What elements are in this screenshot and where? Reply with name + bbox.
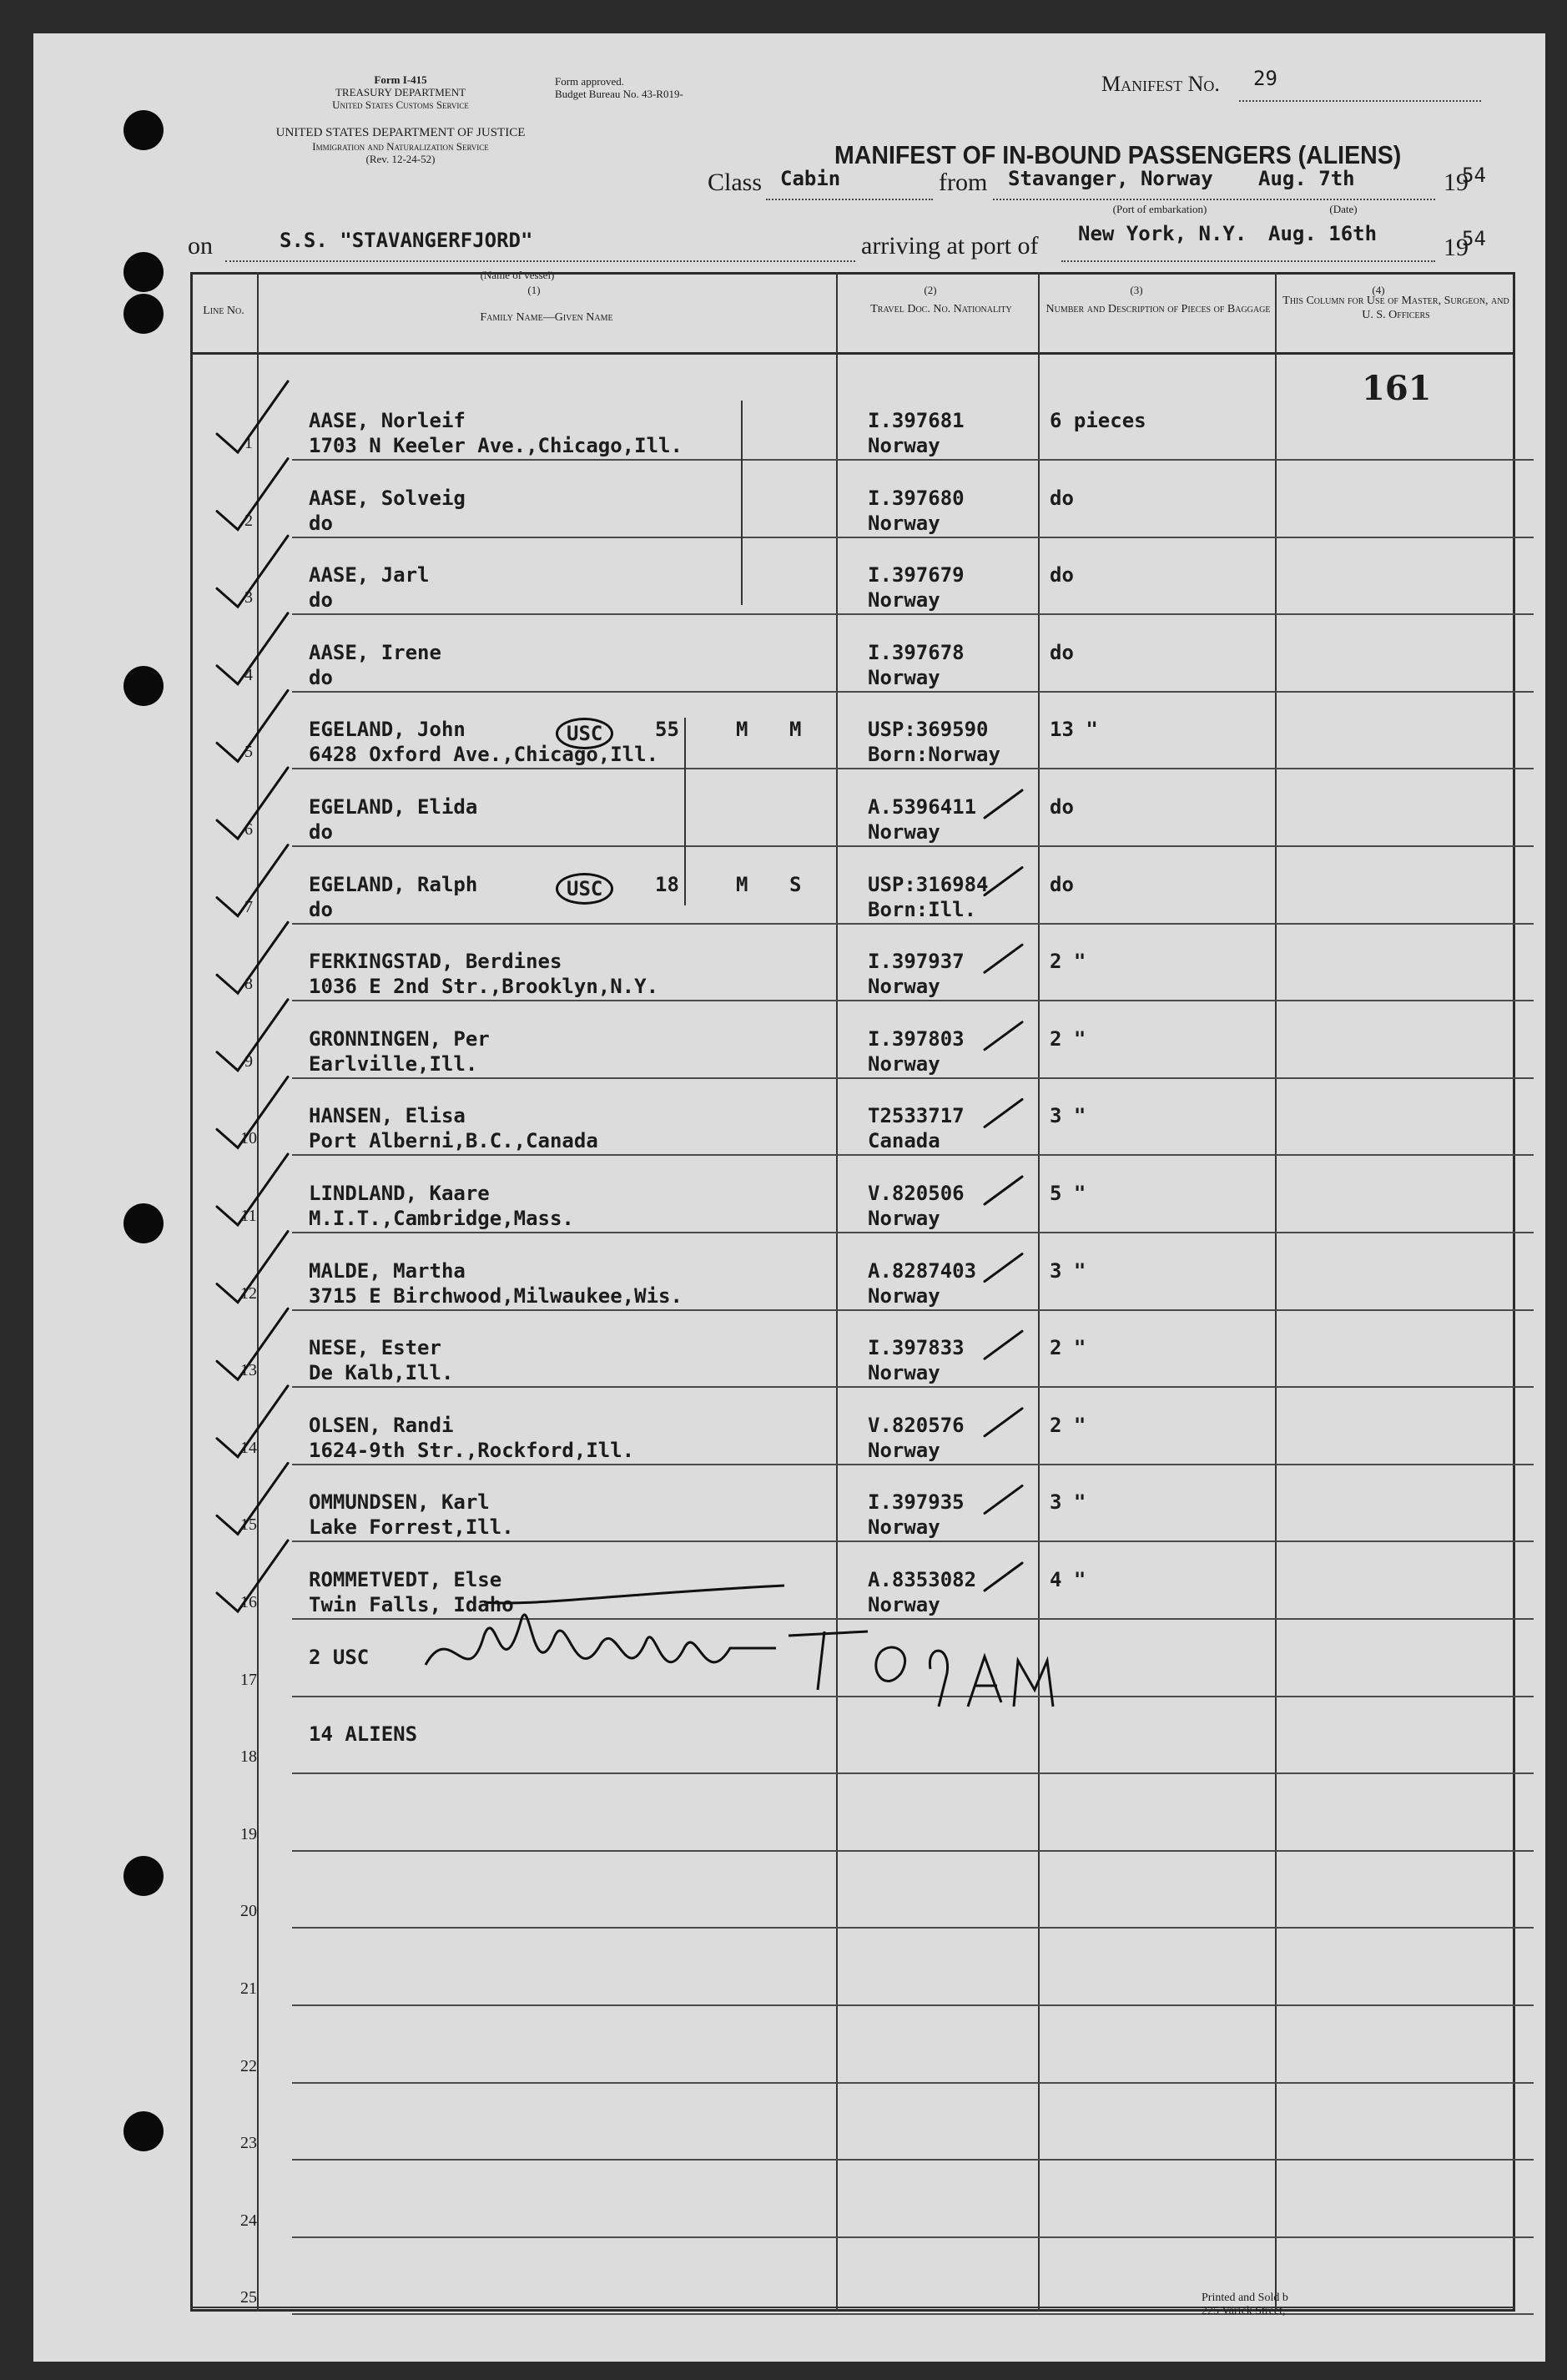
marital-status: M — [789, 718, 802, 742]
baggage: do — [1050, 563, 1074, 587]
passenger-name: MALDE, Martha — [309, 1258, 466, 1283]
line-number: 9 — [244, 1051, 253, 1071]
vessel-line — [225, 260, 855, 262]
line-number: 15 — [240, 1515, 257, 1535]
row-rule — [292, 1696, 1534, 1697]
col3-no: (3) — [1130, 284, 1143, 296]
passenger-name: EGELAND, John — [309, 718, 466, 742]
travel-doc-number: V.820576 — [868, 1413, 965, 1437]
passenger-address: Lake Forrest,Ill. — [309, 1515, 514, 1540]
baggage: 3 " — [1050, 1490, 1086, 1515]
manifest-no-label: Manifest No. — [1101, 72, 1220, 96]
nationality: Norway — [868, 588, 940, 613]
travel-doc-number: USP:369590 — [868, 718, 989, 742]
port-embark-label: (Port of embarkation) — [1112, 203, 1207, 215]
class-line — [766, 199, 933, 200]
sex: M — [736, 872, 748, 896]
row-rule — [292, 2004, 1534, 2006]
form-revision: (Rev. 12-24-52) — [365, 153, 436, 165]
nationality: Canada — [868, 1129, 940, 1153]
binder-hole — [123, 252, 164, 292]
nationality: Norway — [868, 1283, 940, 1308]
row-rule — [292, 845, 1534, 847]
baggage: do — [1050, 795, 1074, 819]
passenger-name: LINDLAND, Kaare — [309, 1182, 490, 1205]
row-rule — [292, 1386, 1534, 1388]
treasury-dept: TREASURY DEPARTMENT — [335, 86, 466, 98]
nationality: Norway — [868, 820, 940, 844]
travel-doc-number: A.8287403 — [868, 1258, 977, 1283]
row-rule — [292, 1232, 1534, 1233]
family-bracket — [741, 401, 743, 605]
row-rule — [292, 768, 1534, 769]
header-line-no: Line No. — [203, 305, 244, 317]
usc-citizen-marker: USC — [556, 873, 613, 905]
nationality: Norway — [868, 975, 940, 999]
passenger-address: do — [309, 588, 333, 613]
year-suffix-1: 54 — [1462, 164, 1486, 187]
on-label: on — [188, 232, 213, 260]
baggage: 4 " — [1050, 1568, 1086, 1591]
row-rule — [292, 537, 1534, 538]
customs-service: United States Customs Service — [332, 98, 469, 111]
arrival-date: Aug. 16th — [1268, 222, 1378, 245]
passenger-name: OMMUNDSEN, Karl — [309, 1490, 490, 1515]
line-number: 16 — [240, 1593, 257, 1611]
line-number: 18 — [240, 1747, 257, 1767]
baggage: 2 " — [1050, 1413, 1086, 1437]
line-number: 1 — [244, 434, 253, 452]
line-number: 2 — [244, 511, 253, 530]
row-rule — [292, 1000, 1534, 1001]
line-number: 24 — [240, 2211, 257, 2230]
from-line — [993, 199, 1435, 200]
passenger-address: 3715 E Birchwood,Milwaukee,Wis. — [309, 1283, 683, 1308]
baggage: do — [1050, 640, 1074, 664]
line-number: 8 — [244, 975, 253, 994]
sex: M — [736, 718, 748, 742]
nationality: Norway — [868, 1438, 940, 1462]
row-rule — [292, 691, 1534, 693]
from-port: Stavanger, Norway — [1008, 167, 1213, 190]
passenger-address: M.I.T.,Cambridge,Mass. — [309, 1207, 574, 1230]
baggage: do — [1050, 486, 1074, 510]
row-rule — [292, 923, 1534, 925]
line-number: 5 — [244, 743, 253, 762]
age: 18 — [655, 872, 679, 896]
passenger-name: GRONNINGEN, Per — [309, 1026, 490, 1051]
line-number: 7 — [244, 897, 253, 916]
class-label: Class — [708, 169, 763, 196]
form-number: Form I-415 — [374, 73, 427, 86]
travel-doc-number: A.8353082 — [868, 1568, 977, 1591]
line-number: 19 — [240, 1824, 257, 1843]
year-suffix-2: 54 — [1462, 227, 1486, 250]
travel-doc-number: V.820506 — [868, 1182, 965, 1205]
row-rule — [292, 1927, 1534, 1929]
passenger-name: EGELAND, Elida — [309, 795, 478, 819]
nationality: Norway — [868, 1515, 940, 1540]
baggage: 2 " — [1050, 950, 1086, 974]
justice-dept: UNITED STATES DEPARTMENT OF JUSTICE — [275, 126, 526, 139]
nationality: Born:Ill. — [868, 897, 977, 921]
binder-hole — [123, 1203, 164, 1243]
passenger-name: AASE, Irene — [309, 640, 441, 664]
passenger-address: Earlville,Ill. — [309, 1051, 478, 1076]
age: 55 — [655, 718, 679, 742]
travel-doc-number: I.397678 — [868, 640, 965, 664]
baggage: 2 " — [1050, 1336, 1086, 1360]
baggage: 5 " — [1050, 1182, 1086, 1205]
passenger-name: NESE, Ester — [309, 1336, 441, 1360]
row-rule — [292, 459, 1534, 461]
class-value: Cabin — [780, 167, 841, 190]
line-number: 10 — [240, 1129, 257, 1148]
arriving-label: arriving at port of — [861, 232, 1039, 260]
line-number: 3 — [244, 588, 253, 608]
nationality: Norway — [868, 1051, 940, 1076]
manifest-no-line — [1239, 100, 1481, 102]
travel-doc-number: I.397680 — [868, 486, 965, 510]
usc-citizen-marker: USC — [556, 718, 613, 749]
from-date: Aug. 7th — [1258, 167, 1355, 190]
marital-status: S — [789, 872, 802, 896]
row-rule — [292, 613, 1534, 615]
date-label: (Date) — [1329, 203, 1358, 215]
header-name: Family Name—Given Name — [480, 311, 613, 324]
line-number: 13 — [240, 1361, 257, 1380]
passenger-address: do — [309, 665, 333, 689]
nationality: Born:Norway — [868, 743, 1000, 767]
passenger-name: AASE, Solveig — [309, 486, 466, 510]
line-number: 17 — [240, 1670, 257, 1689]
passenger-name: FERKINGSTAD, Berdines — [309, 950, 562, 974]
year-prefix-1: 19 — [1444, 169, 1469, 196]
nationality: Norway — [868, 1361, 940, 1385]
row-rule — [292, 1309, 1534, 1311]
header-doc: Travel Doc. No. Nationality — [870, 303, 1012, 315]
passenger-address: 1624-9th Str.,Rockford,Ill. — [309, 1438, 635, 1462]
line-number: 11 — [240, 1207, 257, 1225]
passenger-name: 14 ALIENS — [309, 1722, 418, 1747]
line-number: 23 — [240, 2134, 257, 2153]
arrival-port: New York, N.Y. — [1078, 222, 1247, 245]
page-number: 161 — [1362, 369, 1432, 408]
travel-doc-number: I.397833 — [868, 1336, 965, 1360]
row-rule — [292, 1772, 1534, 1774]
row-rule — [292, 1850, 1534, 1852]
passenger-address: 6428 Oxford Ave.,Chicago,Ill. — [309, 743, 659, 767]
manifest-no-value: 29 — [1253, 67, 1277, 90]
passenger-name: OLSEN, Randi — [309, 1413, 454, 1437]
baggage: 3 " — [1050, 1258, 1086, 1283]
from-label: from — [939, 169, 988, 196]
passenger-address: 1703 N Keeler Ave.,Chicago,Ill. — [309, 434, 683, 457]
nationality: Norway — [868, 1207, 940, 1230]
row-rule — [292, 1077, 1534, 1079]
travel-doc-number: USP:316984 — [868, 872, 989, 896]
form-approved: Form approved. — [555, 75, 625, 88]
printer-line-1: Printed and Sold b — [1202, 2292, 1288, 2304]
row-rule — [292, 2236, 1534, 2238]
vessel-label: (Name of vessel) — [480, 269, 555, 281]
binder-hole — [123, 2111, 164, 2151]
nationality: Norway — [868, 434, 940, 457]
line-number: 6 — [244, 820, 253, 839]
line-number: 20 — [240, 1902, 257, 1921]
nationality: Norway — [868, 1593, 940, 1616]
baggage: 2 " — [1050, 1026, 1086, 1051]
passenger-name: HANSEN, Elisa — [309, 1104, 466, 1128]
binder-hole — [123, 666, 164, 706]
passenger-address: 1036 E 2nd Str.,Brooklyn,N.Y. — [309, 975, 659, 999]
passenger-address: do — [309, 897, 333, 921]
binder-hole — [123, 1856, 164, 1896]
travel-doc-number: I.397679 — [868, 563, 965, 587]
printer-line-2: 225 Varick Street, — [1202, 2305, 1286, 2317]
manifest-title: MANIFEST OF IN-BOUND PASSENGERS (ALIENS) — [834, 140, 1402, 169]
baggage: do — [1050, 872, 1074, 896]
passenger-address: Port Alberni,B.C.,Canada — [309, 1129, 598, 1153]
baggage: 3 " — [1050, 1104, 1086, 1128]
baggage: 6 pieces — [1050, 409, 1146, 432]
row-rule — [292, 1154, 1534, 1156]
passenger-address: do — [309, 511, 333, 535]
row-rule — [292, 2159, 1534, 2161]
budget-bureau: Budget Bureau No. 43-R019- — [555, 88, 683, 100]
line-number: 4 — [244, 665, 253, 684]
travel-doc-number: I.397681 — [868, 409, 965, 432]
line-number: 25 — [240, 2288, 257, 2307]
ins-service: Immigration and Naturalization Service — [312, 140, 489, 153]
travel-doc-number: I.397937 — [868, 950, 965, 974]
passenger-address: Twin Falls, Idaho — [309, 1593, 514, 1616]
row-rule — [292, 2082, 1534, 2084]
col4-no: (4) — [1372, 284, 1385, 296]
line-number: 21 — [240, 1979, 257, 1998]
nationality: Norway — [868, 511, 940, 535]
nationality: Norway — [868, 665, 940, 689]
line-number: 14 — [240, 1438, 257, 1457]
row-rule — [292, 1464, 1534, 1465]
passenger-name: ROMMETVEDT, Else — [309, 1568, 502, 1591]
row-rule — [292, 1540, 1534, 1542]
family-bracket — [684, 718, 686, 905]
travel-doc-number: I.397935 — [868, 1490, 965, 1515]
line-number: 22 — [240, 2056, 257, 2075]
header-officers: This Column for Use of Master, Surgeon, and U. S. Officers — [1282, 295, 1509, 321]
passenger-name: EGELAND, Ralph — [309, 872, 478, 896]
binder-hole — [123, 294, 164, 334]
line-number: 12 — [240, 1283, 257, 1303]
travel-doc-number: A.5396411 — [868, 795, 977, 819]
baggage: 13 " — [1050, 718, 1098, 742]
year-prefix-2: 19 — [1444, 234, 1469, 261]
passenger-address: De Kalb,Ill. — [309, 1361, 454, 1385]
row-rule — [292, 1618, 1534, 1620]
vessel-name: S.S. "STAVANGERFJORD" — [280, 229, 533, 252]
passenger-name: AASE, Jarl — [309, 563, 430, 587]
header-baggage: Number and Description of Pieces of Baggage — [1046, 303, 1271, 315]
passenger-address: do — [309, 820, 333, 844]
arrival-line — [1061, 260, 1435, 262]
passenger-name: 2 USC — [309, 1645, 370, 1669]
manifest-page — [33, 33, 1545, 2362]
travel-doc-number: T2533717 — [868, 1104, 965, 1128]
travel-doc-number: I.397803 — [868, 1026, 965, 1051]
col2-no: (2) — [924, 284, 937, 296]
binder-hole — [123, 110, 164, 150]
passenger-name: AASE, Norleif — [309, 409, 466, 432]
col1-no: (1) — [527, 284, 541, 296]
